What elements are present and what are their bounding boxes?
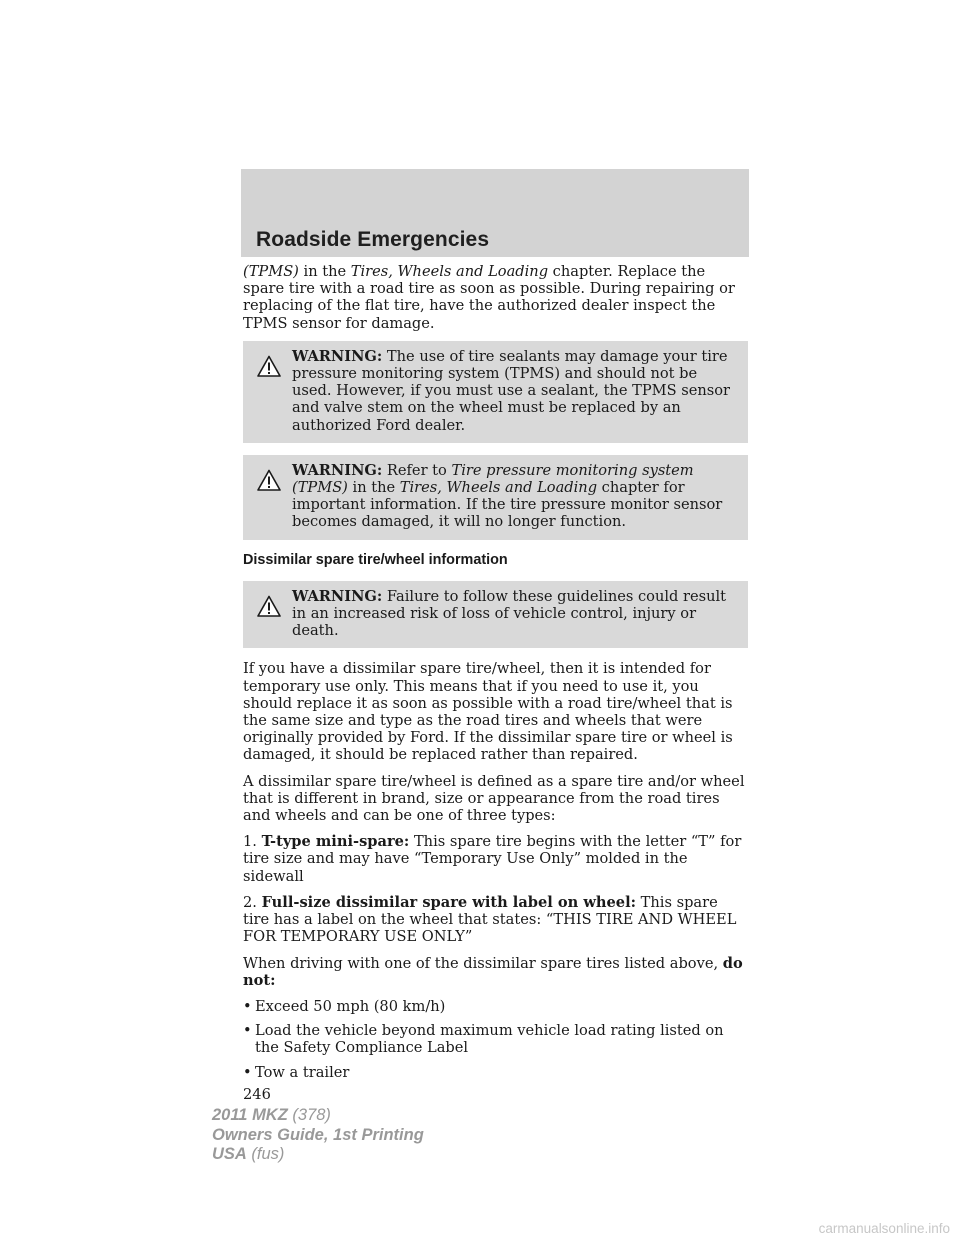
intro-in-the: in the (298, 263, 351, 280)
warning-box-sealants (243, 341, 748, 443)
warning-body: Failure to follow these guidelines could result in an increased risk of loss of vehicle control, injury or death. (292, 587, 727, 640)
spare-type-item (243, 833, 748, 885)
warning-label: WARNING: (292, 461, 383, 479)
list-item (243, 1064, 748, 1081)
list-item-text: Tow a trailer (255, 1063, 350, 1081)
intro-text: chapter. Replace the spare tire with a road tire as soon as possible. During repairing or replacing of the flat tire, have the authorized dealer inspect the TPMS sensor for damage. (243, 263, 735, 332)
footer-line-printing: Owners Guide, 1st Printing (212, 1125, 424, 1144)
warning-triangle-icon (257, 355, 281, 377)
footer-line-model (212, 1106, 424, 1126)
list-item-text: Load the vehicle beyond maximum vehicle load rating listed on the Safety Compliance Label (255, 1022, 724, 1057)
driving-instruction (243, 955, 748, 989)
section-title: Roadside Emergencies (256, 228, 490, 251)
footer-market: USA (212, 1145, 247, 1163)
body-paragraph: If you have a dissimilar spare tire/wheel, then it is intended for temporary use only. This means that if you need to use it, you should replace it as soon as possible with a road tire/wheel that is the same size and type as the road tires and wheels that were originally provided by Ford. If the dissimilar spare tire or wheel is damaged, it should be replaced rather than repaired. (243, 660, 733, 764)
item-number: 2. (243, 893, 262, 911)
chapter-reference: Tires, Wheels and Loading (350, 263, 549, 280)
list-item (243, 1022, 748, 1056)
warning-in-the: in the (347, 479, 400, 497)
driving-emphasis: do not: (243, 954, 743, 989)
warning-text (249, 348, 740, 434)
warning-chapter-ref: Tires, Wheels and Loading (399, 479, 598, 497)
list-item-text: Exceed 50 mph (80 km/h) (255, 997, 446, 1015)
footer-model: 2011 MKZ (212, 1106, 288, 1124)
item-text: This spare tire has a label on the wheel that states: “THIS TIRE AND WHEEL FOR TEMPORARY USE ONLY” (243, 893, 737, 946)
item-label: Full-size dissimilar spare with label on wheel: (261, 893, 637, 911)
warning-text (249, 462, 740, 531)
warning-triangle-icon (257, 469, 281, 491)
footer-market-code: (fus) (246, 1145, 285, 1163)
warning-box-tpms (243, 455, 748, 540)
site-watermark: carmanualsonline.info (818, 1221, 950, 1236)
warning-label: WARNING: (292, 347, 383, 365)
page-number: 246 (243, 1085, 271, 1103)
tpms-abbrev: (TPMS) (243, 263, 299, 280)
intro-paragraph (243, 263, 748, 332)
spare-type-item (243, 894, 748, 946)
warning-ref-title: Tire pressure monitoring system (TPMS) (292, 461, 694, 497)
body-paragraph: A dissimilar spare tire/wheel is defined as a spare tire and/or wheel that is different in brand, size or appearance from the road tires and wheels and can be one of three types: (243, 772, 745, 825)
warning-triangle-icon (257, 595, 281, 617)
warning-refer: Refer to (382, 461, 452, 479)
bullet-glyph: • (243, 1022, 252, 1040)
driving-text: When driving with one of the dissimilar spare tires listed above, (243, 954, 723, 972)
footer-code: (378) (287, 1106, 331, 1124)
print-footer (212, 1106, 424, 1165)
warning-label: WARNING: (292, 587, 383, 605)
list-item (243, 998, 748, 1015)
subsection-heading: Dissimilar spare tire/wheel information (243, 551, 508, 568)
footer-line-market (212, 1145, 424, 1165)
bullet-glyph: • (243, 1063, 252, 1081)
warning-box-guidelines (243, 581, 748, 649)
bullet-glyph: • (243, 997, 252, 1015)
warning-body: The use of tire sealants may damage your tire pressure monitoring system (TPMS) and should not be used. However, if you must use a sealant, the TPMS sensor and valve stem on the wheel must be replaced by an authorized Ford dealer. (292, 347, 731, 434)
item-label: T-type mini-spare: (261, 833, 410, 851)
warning-body: chapter for important information. If the tire pressure monitor sensor becomes damaged, it will no longer function. (292, 479, 723, 531)
warning-text (249, 588, 740, 640)
item-text: This spare tire begins with the letter “T” for tire size and may have “Temporary Use Only” molded in the sidewall (243, 833, 742, 885)
page-content (243, 263, 748, 1103)
item-number: 1. (243, 833, 262, 851)
